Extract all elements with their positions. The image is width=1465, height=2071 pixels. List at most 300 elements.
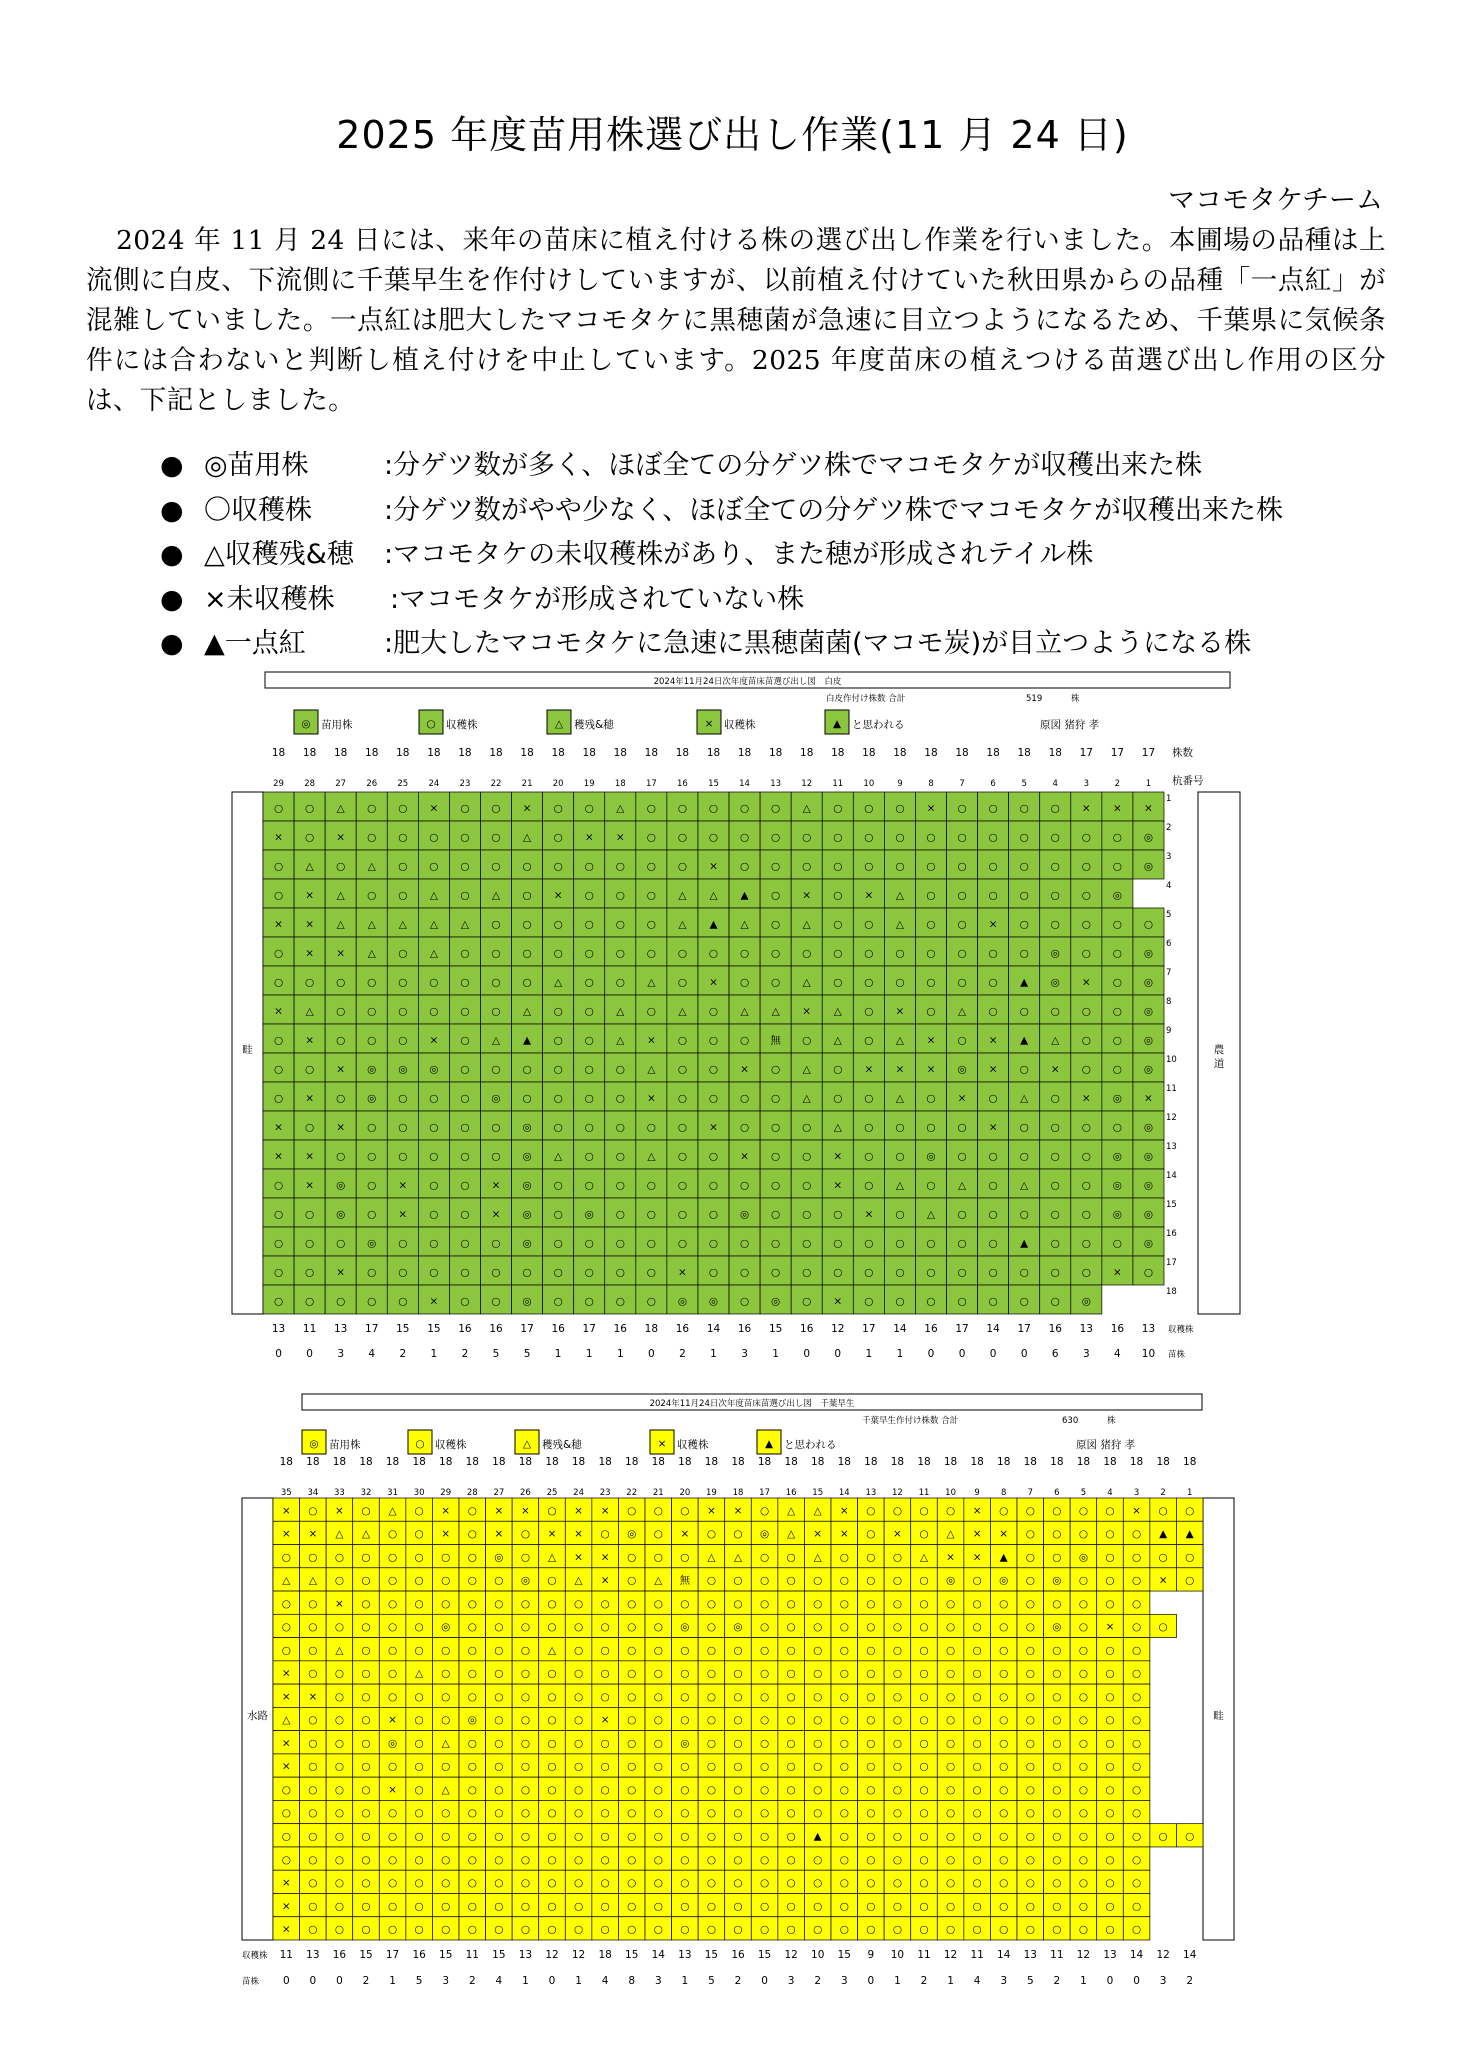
stake-number: 20 [552, 779, 564, 789]
cell-mark: ○ [1019, 1295, 1029, 1308]
cell-mark: ▲ [813, 1830, 822, 1843]
cell-mark: ○ [615, 1063, 625, 1076]
cell-mark: ○ [1019, 860, 1029, 873]
cell-mark: × [833, 1295, 843, 1308]
cell-mark: ○ [771, 1179, 781, 1192]
stock-count: 18 [412, 1456, 426, 1468]
cell-mark: ○ [739, 1237, 750, 1250]
cell-mark: ○ [1131, 1597, 1142, 1610]
cell-mark: ○ [387, 1830, 398, 1843]
cell-mark: ○ [520, 1783, 531, 1796]
cell-mark: ○ [864, 1266, 874, 1279]
legend-symbol: × [657, 1438, 667, 1450]
cell-mark: ○ [1078, 1900, 1089, 1913]
stake-label: 杭番号 [1172, 775, 1204, 787]
cell-mark: ○ [553, 1121, 563, 1134]
stock-count: 18 [1050, 1456, 1064, 1468]
cell-mark: ○ [615, 976, 625, 989]
cell-mark: ○ [892, 1900, 903, 1913]
cell-mark: ○ [520, 1551, 531, 1564]
harvest-count: 14 [893, 1323, 907, 1335]
stock-count: 18 [489, 747, 503, 759]
cell-mark: ○ [895, 1121, 905, 1134]
cell-mark: ○ [414, 1574, 424, 1587]
cell-mark: ◎ [739, 1208, 750, 1221]
cell-mark: ○ [680, 1830, 690, 1843]
cell-mark: △ [895, 918, 904, 931]
cell-mark: ▲ [999, 1551, 1008, 1564]
harvest-count: 15 [837, 1949, 851, 1961]
harvest-count: 13 [1141, 1323, 1156, 1335]
cell-mark: ○ [926, 1179, 936, 1192]
stock-count: 17 [1079, 747, 1094, 759]
cell-mark: △ [305, 1005, 314, 1018]
cell-mark: ○ [759, 1690, 770, 1703]
cell-mark: × [972, 1551, 982, 1564]
cell-mark: ○ [1052, 1690, 1062, 1703]
cell-mark: ○ [573, 1877, 584, 1890]
cell-mark: ○ [553, 1063, 563, 1076]
stock-count: 18 [1048, 747, 1062, 759]
cell-mark: ○ [833, 1063, 843, 1076]
cell-mark: ○ [864, 1005, 874, 1018]
cell-mark: ○ [1025, 1528, 1035, 1541]
legend-symbol: ○ [426, 718, 436, 730]
cell-mark: ○ [336, 1034, 346, 1047]
cell-mark: ○ [627, 1923, 637, 1936]
cell-mark: ○ [892, 1574, 903, 1587]
cell-mark: ○ [615, 1092, 625, 1105]
cell-mark: ○ [336, 860, 346, 873]
cell-mark: ○ [759, 1551, 770, 1564]
cell-mark: ○ [1112, 918, 1122, 931]
cell-mark: ○ [1025, 1807, 1035, 1820]
cell-mark: ○ [273, 1063, 284, 1076]
cell-mark: ○ [1131, 1830, 1142, 1843]
cell-mark: ○ [491, 1063, 501, 1076]
cell-mark: △ [616, 802, 625, 815]
cell-mark: ○ [833, 1092, 843, 1105]
cell-mark: ○ [1078, 1644, 1089, 1657]
cell-mark: ○ [706, 1644, 717, 1657]
cell-mark: ○ [600, 1923, 610, 1936]
cell-mark: ○ [1050, 889, 1060, 902]
cell-mark: ○ [494, 1737, 504, 1750]
cell-mark: ○ [680, 1644, 690, 1657]
cell-mark: ○ [1025, 1923, 1035, 1936]
cell-mark: × [740, 1063, 749, 1076]
cell-mark: ○ [919, 1528, 929, 1541]
cell-mark: △ [678, 918, 687, 931]
cell-mark: ○ [919, 1690, 929, 1703]
cell-mark: ○ [1078, 1807, 1089, 1820]
cell-mark: ◎ [1143, 1179, 1154, 1192]
cell-mark: ○ [759, 1760, 770, 1773]
cell-mark: ○ [387, 1597, 398, 1610]
stock-count: 17 [1110, 747, 1125, 759]
cell-mark: ◎ [926, 1150, 936, 1163]
cell-mark: ○ [460, 1005, 470, 1018]
harvest-label: 収穫株 [242, 1951, 268, 1961]
cell-mark: ○ [839, 1574, 849, 1587]
cell-mark: ○ [520, 1714, 531, 1727]
cell-mark: ○ [988, 1266, 998, 1279]
cell-mark: ○ [1019, 1208, 1029, 1221]
stake-number: 5 [1021, 779, 1027, 789]
cell-mark: ○ [866, 1783, 876, 1796]
cell-mark: ○ [759, 1644, 770, 1657]
seed-count: 3 [1000, 1975, 1008, 1987]
cell-mark: ○ [334, 1690, 345, 1703]
cell-mark: ○ [522, 1266, 532, 1279]
cell-mark: ○ [414, 1877, 424, 1890]
harvest-count: 15 [359, 1949, 373, 1961]
stake-number: 12 [892, 1488, 903, 1498]
cell-mark: ○ [680, 1504, 690, 1517]
cell-mark: ○ [398, 1266, 408, 1279]
cell-mark: ◎ [1143, 1005, 1154, 1018]
cell-mark: ○ [273, 1179, 284, 1192]
cell-mark: ○ [706, 1574, 717, 1587]
cell-mark: ○ [680, 1783, 690, 1796]
cell-mark: ○ [367, 1208, 377, 1221]
cell-mark: △ [813, 1504, 822, 1517]
cell-mark: ○ [627, 1783, 637, 1796]
cell-mark: ○ [467, 1644, 477, 1657]
cell-mark: × [709, 1121, 718, 1134]
cell-mark: ○ [1050, 918, 1060, 931]
cell-mark: ○ [646, 1121, 656, 1134]
cell-mark: ○ [627, 1900, 637, 1913]
cell-mark: ○ [957, 976, 967, 989]
cell-mark: × [740, 1150, 749, 1163]
cell-mark: ○ [653, 1667, 663, 1680]
cell-mark: ○ [553, 1266, 563, 1279]
cell-mark: ○ [833, 947, 843, 960]
stock-count: 18 [271, 747, 286, 759]
legend-symbol: ▲ [764, 1438, 774, 1450]
cell-mark: ○ [708, 1063, 719, 1076]
cell-mark: ○ [584, 802, 594, 815]
cell-mark: ○ [786, 1877, 796, 1890]
cell-mark: × [999, 1528, 1009, 1541]
cell-mark: ○ [553, 1092, 563, 1105]
cell-mark: ○ [573, 1714, 584, 1727]
cell-mark: ○ [429, 1121, 439, 1134]
total-label: 千葉早生作付け株数 合計 [862, 1416, 959, 1426]
cell-mark: ○ [441, 1900, 451, 1913]
cell-mark: △ [398, 918, 407, 931]
cell-mark: ○ [573, 1621, 584, 1634]
cell-mark: ○ [547, 1597, 557, 1610]
cell-mark: ○ [733, 1853, 743, 1866]
legend-symbol: ▲ [832, 718, 842, 730]
cell-mark: ○ [1112, 860, 1122, 873]
cell-mark: ◎ [999, 1574, 1009, 1587]
harvest-label: 収穫株 [1168, 1325, 1194, 1335]
cell-mark: × [441, 1504, 451, 1517]
cell-mark: ○ [1131, 1900, 1142, 1913]
cell-mark: ○ [494, 1667, 504, 1680]
cell-mark: ○ [646, 1237, 656, 1250]
cell-mark: ◎ [1052, 1621, 1062, 1634]
cell-mark: × [709, 860, 718, 873]
stake-number: 21 [521, 779, 533, 789]
stake-number: 9 [974, 1488, 980, 1498]
stake-number: 29 [440, 1488, 452, 1498]
cell-mark: ◎ [1143, 831, 1154, 844]
cell-mark: ○ [520, 1853, 531, 1866]
harvest-count: 13 [271, 1323, 286, 1335]
cell-mark: ○ [1052, 1830, 1062, 1843]
cell-mark: ○ [653, 1877, 663, 1890]
stake-number: 17 [645, 779, 657, 789]
cell-mark: ○ [547, 1621, 557, 1634]
cell-mark: ○ [547, 1900, 557, 1913]
cell-mark: ○ [334, 1923, 345, 1936]
seed-count: 2 [1053, 1975, 1061, 1987]
cell-mark: ○ [467, 1528, 477, 1541]
cell-mark: ○ [680, 1597, 690, 1610]
cell-mark: ○ [520, 1923, 531, 1936]
cell-mark: ○ [520, 1667, 531, 1680]
cell-mark: ○ [957, 947, 967, 960]
cell-mark: ○ [627, 1737, 637, 1750]
cell-mark: ◎ [522, 1150, 532, 1163]
stake-number: 1 [1145, 779, 1152, 789]
cell-mark: ○ [1019, 1005, 1029, 1018]
cell-mark: ○ [759, 1621, 770, 1634]
cell-mark: ○ [553, 918, 563, 931]
cell-mark: ○ [866, 1597, 876, 1610]
cell-mark: ○ [573, 1760, 584, 1773]
stock-count: 18 [890, 1456, 905, 1468]
cell-mark: ○ [627, 1830, 637, 1843]
cell-mark: ○ [866, 1574, 876, 1587]
cell-mark: ▲ [740, 889, 749, 902]
cell-mark: △ [895, 889, 904, 902]
cell-mark: ○ [866, 1528, 876, 1541]
cell-mark: ○ [573, 1690, 584, 1703]
stake-number: 16 [677, 779, 688, 789]
cell-mark: ○ [441, 1830, 451, 1843]
stake-number: 19 [583, 779, 595, 789]
cell-mark: △ [367, 947, 376, 960]
cell-mark: ○ [739, 831, 750, 844]
cell-mark: ○ [273, 1092, 284, 1105]
cell-mark: ○ [926, 860, 936, 873]
cell-mark: ○ [615, 860, 625, 873]
cell-mark: ◎ [429, 1063, 439, 1076]
stake-number: 18 [614, 779, 626, 789]
cell-mark: ○ [646, 1005, 656, 1018]
cell-mark: △ [787, 1504, 796, 1517]
cell-mark: × [1144, 802, 1153, 815]
cell-mark: ○ [1050, 1208, 1060, 1221]
bullet-icon: ● [160, 583, 184, 615]
stock-count: 18 [704, 1456, 719, 1468]
cell-mark: ◎ [1143, 1208, 1154, 1221]
cell-mark: ○ [1105, 1597, 1115, 1610]
cell-mark: ◎ [1143, 947, 1154, 960]
cell-mark: ○ [367, 1266, 377, 1279]
seed-count: 1 [616, 1348, 624, 1360]
cell-mark: ○ [926, 918, 936, 931]
stock-count: 18 [986, 747, 1000, 759]
cell-mark: ○ [680, 1667, 690, 1680]
seed-count: 0 [548, 1975, 556, 1987]
seed-count: 1 [681, 1975, 689, 1987]
cell-mark: ○ [1052, 1807, 1062, 1820]
cell-mark: ○ [1052, 1737, 1062, 1750]
cell-mark: ○ [553, 1034, 563, 1047]
cell-mark: ○ [786, 1551, 796, 1564]
cell-mark: ○ [972, 1597, 982, 1610]
cell-mark: ○ [919, 1760, 929, 1773]
cell-mark: ○ [1052, 1714, 1062, 1727]
cell-mark: ○ [494, 1644, 504, 1657]
cell-mark: ○ [367, 1005, 377, 1018]
cell-mark: ○ [1078, 1830, 1089, 1843]
cell-mark: × [1050, 1063, 1060, 1076]
cell-mark: ○ [547, 1667, 557, 1680]
cell-mark: ○ [398, 1005, 408, 1018]
cell-mark: ○ [864, 1092, 874, 1105]
cell-mark: ○ [864, 802, 874, 815]
right-side-label: 農 [1213, 1044, 1225, 1056]
cell-mark: ○ [305, 1208, 315, 1221]
cell-mark: ○ [553, 1295, 563, 1308]
cell-mark: × [864, 1208, 874, 1221]
cell-mark: ○ [945, 1690, 956, 1703]
cell-mark: ○ [615, 1179, 625, 1192]
cell-mark: × [926, 1034, 936, 1047]
cell-mark: △ [460, 918, 469, 931]
cell-mark: × [1081, 1092, 1091, 1105]
cell-mark: ○ [387, 1690, 398, 1703]
harvest-count: 13 [1103, 1949, 1117, 1961]
cell-mark: ○ [1050, 802, 1060, 815]
seed-count: 0 [867, 1975, 875, 1987]
cell-mark: ○ [839, 1597, 849, 1610]
cell-mark: ○ [336, 1092, 346, 1105]
cell-mark: ○ [771, 1063, 781, 1076]
stake-number: 25 [546, 1488, 558, 1498]
cell-mark: ◎ [1143, 1063, 1154, 1076]
cell-mark: ◎ [522, 1208, 532, 1221]
seed-count: 10 [1141, 1348, 1156, 1360]
cell-mark: ○ [895, 976, 905, 989]
cell-mark: ○ [1105, 1923, 1115, 1936]
cell-mark: △ [616, 1005, 625, 1018]
cell-mark: ○ [839, 1621, 849, 1634]
cell-mark: ○ [833, 918, 843, 931]
cell-mark: ○ [281, 1853, 291, 1866]
cell-mark: ○ [547, 1853, 557, 1866]
cell-mark: × [305, 918, 315, 931]
cell-mark: ○ [1025, 1714, 1035, 1727]
cell-mark: ○ [1185, 1551, 1195, 1564]
cell-mark: ○ [1081, 1034, 1091, 1047]
cell-mark: ○ [892, 1690, 903, 1703]
cell-mark: ○ [1158, 1621, 1168, 1634]
cell-mark: ○ [866, 1807, 876, 1820]
stock-count: 18 [465, 1456, 479, 1468]
cell-mark: ○ [864, 1121, 874, 1134]
cell-mark: ○ [1105, 1737, 1115, 1750]
cell-mark: ○ [1105, 1574, 1115, 1587]
cell-mark: ○ [972, 1760, 982, 1773]
cell-mark: ○ [972, 1877, 982, 1890]
cell-mark: ○ [494, 1621, 504, 1634]
stake-number: 20 [679, 1488, 691, 1498]
cell-mark: ○ [361, 1690, 371, 1703]
cell-mark: ○ [646, 1295, 656, 1308]
cell-mark: × [709, 976, 718, 989]
right-side-label: 畦 [1213, 1710, 1224, 1722]
seed-count: 1 [894, 1975, 901, 1987]
stake-number: 31 [387, 1488, 398, 1498]
cell-mark: ○ [334, 1621, 345, 1634]
harvest-count: 16 [737, 1323, 752, 1335]
cell-mark: ○ [1052, 1551, 1062, 1564]
cell-mark: ○ [733, 1644, 743, 1657]
cell-mark: ○ [308, 1714, 318, 1727]
harvest-count: 16 [551, 1323, 565, 1335]
cell-mark: × [600, 1714, 610, 1727]
cell-mark: ○ [520, 1900, 531, 1913]
cell-mark: ○ [273, 1266, 284, 1279]
cell-mark: ○ [680, 1690, 690, 1703]
cell-mark: ○ [494, 1760, 504, 1773]
cell-mark: ○ [957, 1266, 967, 1279]
cell-mark: × [1158, 1574, 1168, 1587]
cell-mark: ○ [926, 1092, 936, 1105]
cell-mark: ○ [1050, 860, 1060, 873]
cell-mark: × [646, 1034, 656, 1047]
cell-mark: ○ [1105, 1783, 1115, 1796]
cell-mark: ○ [892, 1597, 903, 1610]
cell-mark: × [336, 1266, 346, 1279]
harvest-count: 16 [412, 1949, 426, 1961]
cell-mark: ○ [1105, 1551, 1115, 1564]
cell-mark: ○ [1078, 1597, 1089, 1610]
bullet-icon: ● [160, 450, 184, 481]
cell-mark: ○ [414, 1528, 424, 1541]
cell-mark: ○ [864, 1237, 874, 1250]
cell-mark: ○ [553, 947, 563, 960]
cell-mark: △ [833, 1005, 842, 1018]
cell-mark: ○ [802, 1208, 812, 1221]
stock-count: 18 [545, 1456, 559, 1468]
cell-mark: × [833, 1179, 843, 1192]
cell-mark: ○ [945, 1760, 956, 1773]
cell-mark: ○ [759, 1714, 770, 1727]
stock-count: 18 [924, 747, 938, 759]
bullet-icon: ● [160, 539, 184, 570]
cell-mark: ○ [600, 1667, 610, 1680]
cell-mark: △ [802, 1063, 811, 1076]
cell-mark: ○ [1052, 1644, 1062, 1657]
cell-mark: ○ [919, 1877, 929, 1890]
cell-mark: △ [547, 1551, 557, 1564]
cell-mark: ○ [786, 1597, 796, 1610]
cell-mark: ○ [646, 802, 656, 815]
cell-mark: △ [336, 918, 345, 931]
cell-mark: ○ [646, 1266, 656, 1279]
stock-count: 18 [551, 747, 565, 759]
harvest-count: 15 [427, 1323, 441, 1335]
